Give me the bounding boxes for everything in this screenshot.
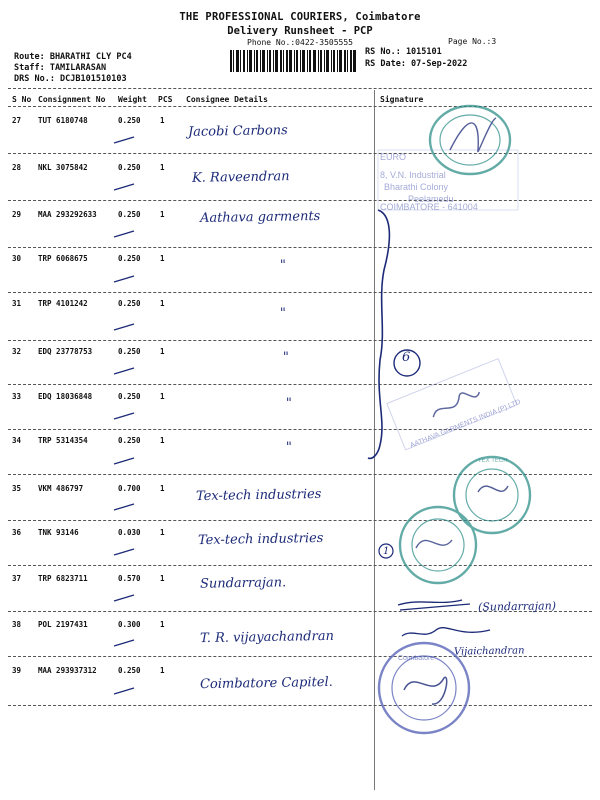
svg-text:8, V.N. Industrial: 8, V.N. Industrial [380,170,446,180]
handwritten-consignee: Jacobi Carbons [187,123,288,140]
rs-number: RS No.: 1015101 [365,47,442,57]
row-pcs: 1 [160,254,165,263]
col-pcs: PCS [158,95,173,104]
row-pcs: 1 [160,620,165,629]
page-number: Page No.:3 [448,37,497,46]
handwritten-ditto: " [279,257,287,274]
row-weight: 0.250 [118,163,141,172]
row-pcs: 1 [160,210,165,219]
handwritten-consignee: T. R. vijayachandran [199,628,335,647]
row-pcs: 1 [160,436,165,445]
row-sno: 39 [12,666,22,675]
row-pcs: 1 [160,163,165,172]
row-consignment: EDQ 18036848 [38,392,93,401]
row-weight: 0.700 [118,484,141,493]
stamp-company-top [378,106,518,210]
handwritten-ditto: " [282,349,290,366]
divider [8,200,592,201]
row-pcs: 1 [160,666,165,675]
row-consignment: VKM 486797 [38,484,84,493]
divider [8,429,592,430]
svg-text:Peelamedu: Peelamedu [408,194,454,204]
divider [8,106,592,107]
row-pcs: 1 [160,347,165,356]
handwritten-consignee: Sundarrajan. [199,575,287,592]
row-pcs: 1 [160,299,165,308]
row-consignment: NKL 3075842 [38,163,88,172]
row-consignment: TRP 6823711 [38,574,88,583]
divider [8,247,592,248]
divider [8,565,592,566]
col-sno: S No [12,95,32,104]
row-sno: 38 [12,620,22,629]
svg-text:TEX TECH: TEX TECH [478,458,508,464]
divider [8,88,592,89]
divider [8,340,592,341]
row-pcs: 1 [160,574,165,583]
row-sno: 37 [12,574,22,583]
rs-date: RS Date: 07-Sep-2022 [365,59,468,69]
svg-text:Coimbatore: Coimbatore [398,655,435,662]
row-pcs: 1 [160,484,165,493]
divider [8,474,592,475]
row-consignment: TRP 5314354 [38,436,88,445]
row-weight: 0.250 [118,299,141,308]
row-weight: 0.250 [118,666,141,675]
row-consignment: EDQ 23778753 [38,347,93,356]
signature-row37 [398,600,470,610]
row-weight: 0.570 [118,574,141,583]
row-weight: 0.250 [118,436,141,445]
col-weight: Weight [118,95,147,104]
col-consignment: Consignment No [38,95,106,104]
row-sno: 33 [12,392,22,401]
signature-vijay: Vijaichandran [453,645,525,658]
row-weight: 0.250 [118,347,141,356]
row-pcs: 1 [160,116,165,125]
signature-column-border [374,90,375,790]
circled-one-text: 1 [383,546,390,557]
svg-text:EURO: EURO [380,152,407,162]
route-label: Route: BHARATHI CLY PC4 [14,52,132,62]
document-subtitle: Delivery Runsheet - PCP [227,25,373,37]
svg-text:Bharathi Colony: Bharathi Colony [384,182,449,192]
row-weight: 0.250 [118,254,141,263]
group-count-text: 6 [402,350,411,365]
row-consignment: MAA 293292633 [38,210,97,219]
row-sno: 35 [12,484,22,493]
row-weight: 0.250 [118,392,141,401]
row-consignment: TNK 93146 [38,528,79,537]
handwritten-ditto: " [285,395,293,412]
handwritten-consignee: Coimbatore Capitel. [199,674,333,693]
col-consignee: Consignee Details [186,95,268,104]
divider [8,384,592,385]
row-sno: 31 [12,299,22,308]
staff-label: Staff: TAMILARASAN [14,63,107,73]
svg-text:COIMBATORE - 641004: COIMBATORE - 641004 [380,202,478,212]
row-sno: 36 [12,528,22,537]
divider [8,292,592,293]
row-pcs: 1 [160,528,165,537]
row-sno: 34 [12,436,22,445]
row-weight: 0.030 [118,528,141,537]
divider [8,153,592,154]
row-consignment: TRP 6068675 [38,254,88,263]
row-pcs: 1 [160,392,165,401]
barcode [230,50,356,72]
handwritten-consignee: Tex-tech industries [195,486,322,505]
row-sno: 30 [12,254,22,263]
row-sno: 32 [12,347,22,356]
divider [8,705,592,706]
handwritten-consignee: Aathava garments [199,208,321,227]
company-title: THE PROFESSIONAL COURIERS, Coimbatore [179,11,421,23]
row-consignment: MAA 293937312 [38,666,97,675]
divider [8,520,592,521]
col-signature: Signature [380,95,424,104]
handwritten-ditto: " [285,439,293,456]
row-consignment: TRP 4101242 [38,299,88,308]
row-weight: 0.250 [118,210,141,219]
row-sno: 27 [12,116,22,125]
row-sno: 29 [12,210,22,219]
phone-number: Phone No.:0422-3505555 [247,38,353,47]
handwritten-consignee: K. Raveendran [191,169,290,186]
svg-text:AATHAVA GARMENTS INDIA (P) LTD: AATHAVA GARMENTS INDIA (P) LTD [409,398,522,450]
stamp-aathava [387,359,517,450]
signature-sundarrajan: (Sundarrajan) [477,599,557,614]
row-weight: 0.250 [118,116,141,125]
handwritten-consignee: Tex-tech industries [197,530,324,549]
row-weight: 0.300 [118,620,141,629]
row-consignment: POL 2197431 [38,620,88,629]
handwritten-ditto: " [279,305,287,322]
drs-number: DRS No.: DCJB101510103 [14,74,127,84]
row-consignment: TUT 6180748 [38,116,88,125]
row-sno: 28 [12,163,22,172]
signature-row38 [402,628,490,636]
